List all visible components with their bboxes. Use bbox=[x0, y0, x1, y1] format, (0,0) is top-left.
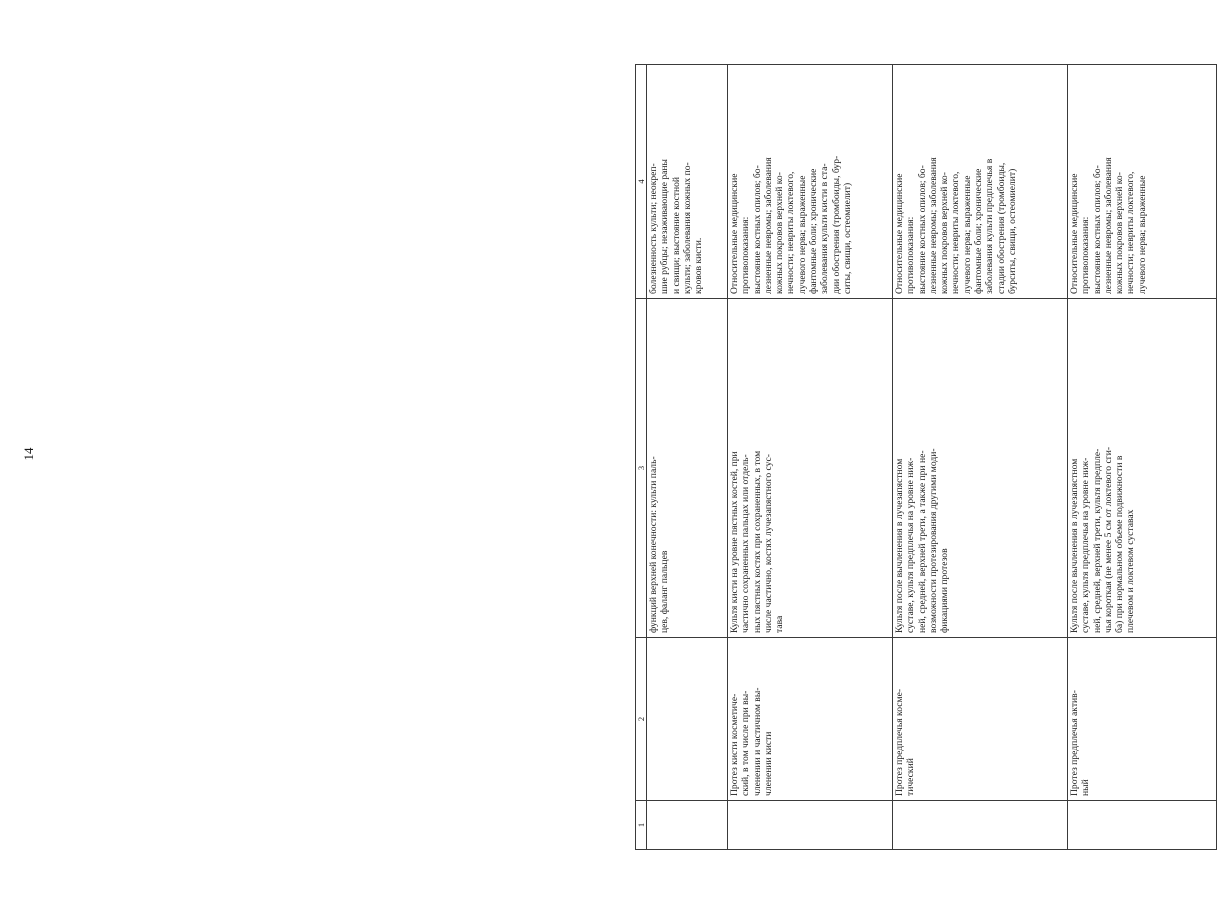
header-cell-3: 3 bbox=[636, 299, 647, 638]
header-cell-1: 1 bbox=[636, 801, 647, 850]
cell-number bbox=[728, 801, 893, 850]
header-cell-4: 4 bbox=[636, 65, 647, 299]
table-row bbox=[728, 65, 893, 850]
page-number: 14 bbox=[21, 447, 36, 461]
table-row bbox=[647, 65, 728, 850]
cell-indications: Культя после вычленения в лучезапястном суставе, культя предплечья на уровне ниж- ней, средней, верхней трети, культя предпле- чья короткая (не менее 5 см от локтевого сги- ба) при нормальном объеме подвижности в плечевом и локтевом суставах bbox=[1068, 299, 1217, 638]
cell-prosthesis: Протез кисти косметиче- ский, в том числе при вы- членении и частичном вы- членении кисти bbox=[728, 638, 893, 801]
cell-number bbox=[1068, 801, 1217, 850]
cell-prosthesis: Протез предплечья актив- ный bbox=[1068, 638, 1217, 801]
cell-indications: Культя кисти на уровне пястных костей, при частично сохраненных пальцах или отдель- ных пястных костях при сохраненных, в том числе частично, костях лучезапястного сус- тава bbox=[728, 299, 893, 638]
cell-prosthesis bbox=[647, 638, 728, 801]
cell-contraindications: Относительные медицинские противопоказания: выстояние костных опилов; бо- лезненные невромы; заболевания кожных покровов верхней ко- нечности; невриты локтевого, лучевого нерва; выраженные фантомные боли; хронические заболевания культи предплечья в стадии обострения (тромбоиды, бурситы, свищи, остеомиелит) bbox=[893, 65, 1068, 299]
cell-number bbox=[893, 801, 1068, 850]
contraindications-table bbox=[635, 64, 1217, 850]
table-row bbox=[893, 65, 1068, 850]
cell-indications: функций верхней конечности: культи паль- цев, фаланг пальцев bbox=[647, 299, 728, 638]
table-header-row bbox=[636, 65, 647, 850]
cell-indications: Культя после вычленения в лучезапястном суставе, культя предплечья на уровне ниж- ней, средней, верхней трети, а также при не- возможности протезирования другими моди- фикациями протезов bbox=[893, 299, 1068, 638]
cell-number bbox=[647, 801, 728, 850]
cell-contraindications: болезненность культи; неокреп- шие рубцы; незаживающие раны и свищи; выстояние костной культи; заболевания кожных по- кровов кисти. bbox=[647, 65, 728, 299]
table-container bbox=[635, 65, 1215, 850]
cell-contraindications: Относительные медицинские противопоказания: выстояние костных опилов; бо- лезненные невромы; заболевания кожных покровов верхней ко- нечности; невриты локтевого, лучевого нерва; выраженные bbox=[1068, 65, 1217, 299]
cell-contraindications: Относительные медицинские противопоказания: выстояние костных опилов; бо- лезненные невромы; заболевания кожных покровов верхней ко- нечности; невриты локтевого, лучевого нерва; выраженные фантомные боли; хронические заболевания культи кисти в ста- дии обострения (тромбоиды, бур- ситы, свищи, остеомиелит) bbox=[728, 65, 893, 299]
table-row bbox=[1068, 65, 1217, 850]
cell-prosthesis: Протез предплечья косме- тический bbox=[893, 638, 1068, 801]
header-cell-2: 2 bbox=[636, 638, 647, 801]
rotated-table-wrapper bbox=[55, 65, 1148, 850]
